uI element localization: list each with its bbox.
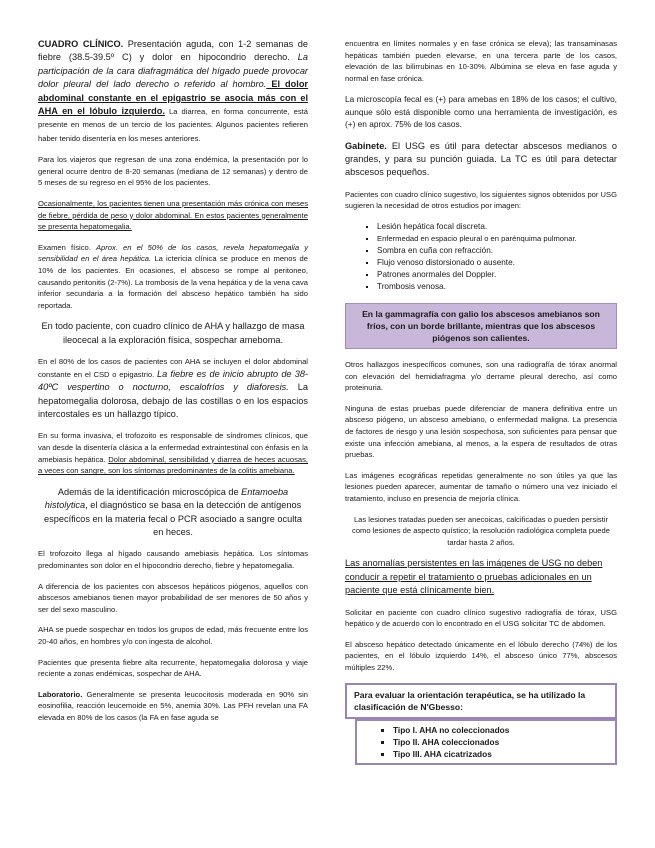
left-column <box>38 38 308 733</box>
text-span: Además de la identificación microscópica de <box>57 486 242 497</box>
paragraph-dolor-csd <box>38 356 308 421</box>
paragraph-lobulo: El absceso hepático detectado únicamente en el lóbulo derecho (74%) de los pacientes, en el lóbulo izquierdo 14%, el absceso único 77%, abscesos múltiples 22%. <box>345 639 617 672</box>
list-item: ▪ Enfermedad en espacio pleural o en parénquima pulmonar. <box>377 233 617 245</box>
heading-cuadro-clinico: CUADRO CLÍNICO. <box>38 39 124 49</box>
gammagrafia-callout: En la gammagrafía con galio los abscesos amebianos son fríos, con un borde brillante, mientras que los abscesos piógenos son calientes. <box>345 303 617 349</box>
list-item: ▪ Tipo I. AHA no coleccionados <box>393 724 615 736</box>
paragraph-solicitar: Solicitar en paciente con cuadro clínico sugestivo radiografía de tórax, USG hepático y de acuerdo con lo encontrado en el USG solicitar TC de abdomen. <box>345 607 617 629</box>
callout-ameboma: En todo paciente, con cuadro clínico de AHA y hallazgo de masa ileocecal a la exploración física, sospechar ameboma. <box>41 321 305 345</box>
ngbesso-box <box>345 683 617 719</box>
list-item: ▪ Flujo venoso distorsionado o ausente. <box>377 257 617 269</box>
underlined-span: Dolor abdominal, sensibilidad y diarrea de heces acuosas, a veces con sangre, son los síntomas predominantes de la colitis amebiana. <box>38 454 308 476</box>
paragraph-forma-invasiva <box>38 430 308 476</box>
right-column <box>345 38 617 765</box>
paragraph-imagenes-ecograficas: Las imágenes ecográficas repetidas generalmente no son útiles ya que las lesiones pueden aparecer, aumentar de tamaño o número una vez iniciado el tratamiento, incluso en presencia de mejoría clínica. <box>345 470 617 503</box>
paragraph-microscopia: La microscopía fecal es (+) para amebas en 18% de los casos; el cultivo, aunque sólo está disponible como una herramienta de investigación, es (+) en aprox. 75% de los casos. <box>345 94 617 130</box>
callout-lesiones-tratadas: Las lesiones tratadas pueden ser anecoicas, calcificadas o pueden persistir como lesiones de aspecto quístico; la resolución radiológica completa puede tardar hasta 2 años. <box>352 514 610 547</box>
paragraph-diferencia: A diferencia de los pacientes con abscesos hepáticos piógenos, aquellos con abscesos amebianos tienen mayor probabilidad de ser menores de 50 años y ser del sexo masculino. <box>38 581 308 614</box>
paragraph-hallazgos: Otros hallazgos inespecíficos comunes, son una radiografía de tórax anormal con elevación del hemidiafragma y/o derrame pleural derecho, así como proteinuria. <box>345 360 617 393</box>
paragraph-anomalias: Las anomalías persistentes en las imágenes de USG no deben conducir a repetir el tratamiento o pruebas adicionales en un paciente que está clínicamente bien. <box>345 558 603 596</box>
ngbesso-types-list <box>357 724 615 760</box>
list-item: ▪ Trombosis venosa. <box>377 281 617 293</box>
text-span: Examen físico. <box>38 242 96 252</box>
paragraph-cronica: Ocasionalmente, los pacientes tienen una presentación más crónica con meses de fiebre, pérdida de peso y dolor abdominal. En estos pacientes generalmente se presenta hepatomegalia. <box>38 199 308 232</box>
list-item: ▪ Tipo III. AHA cicatrizados <box>393 748 615 760</box>
paragraph-cuadro-clinico <box>38 38 308 145</box>
bold-underlined-span: El dolor abdominal constante en el epigastrio se asocia más con el AHA en el lóbulo izquierdo. <box>38 79 309 117</box>
paragraph-signos-usg: Pacientes con cuadro clínico sugestivo, los siguientes signos obtenidos por USG sugieren la necesidad de otros estudios por imagen: <box>345 189 617 211</box>
text-span: En el 80% de los casos de pacientes con AHA se incluyen el dolor abdominal constante en el CSD o epigastrio. <box>38 357 308 379</box>
text-span: La diarrea, en forma concurrente, está presente en menos de un tercio de los pacientes. Algunos pacientes refieren haber tenido disentería en los meses anteriores. <box>38 107 308 143</box>
paragraph-ninguna-prueba: Ninguna de estas pruebas puede diferenciar de manera definitiva entre un absceso piógeno, un absceso amebiano, o enfermedad maligna. La presencia de factores de riesgo y una lesión sospechosa, son suficientes para pensar que existe una infección amebiana, al menos, a la espera de resultados de otras pruebas. <box>345 403 617 460</box>
list-item: ▪ Tipo II. AHA coleccionados <box>393 736 615 748</box>
list-item: ▪ Sombra en cuña con refracción. <box>377 245 617 257</box>
paragraph-viajeros: Para los viajeros que regresan de una zona endémica, la presentación por lo general ocurre dentro de 8-20 semanas (mediana de 12 semanas) y dentro de 5 meses de su regreso en el 95% de los pacientes. <box>38 155 308 188</box>
heading-laboratorio: Laboratorio. <box>38 689 83 699</box>
italic-span: Aprox. en el 50% de los casos, revela hepatomegalia y sensibilidad en el área hepática. <box>38 242 308 264</box>
heading-gabinete: Gabinete. <box>345 140 387 151</box>
callout-diagnostico <box>38 486 308 540</box>
list-item: ▪ Lesión hepática focal discreta. <box>377 221 617 233</box>
paragraph-gabinete <box>345 140 617 180</box>
italic-span: Entamoeba histolytica <box>44 486 289 511</box>
ngbesso-title: Para evaluar la orientación terapéutica, se ha utilizado la clasificación de N'Gbesso: <box>354 689 586 712</box>
text-span: La hepatomegalia dolorosa, debajo de las costillas o en los espacios intercostales es un hallazgo típico. <box>38 382 308 419</box>
text-span: En su forma invasiva, el trofozoito es responsable de síndromes clínicos, que van desde la disentería clásica a la enfermedad extraintestinal con énfasis en la amebiasis hepática. <box>38 431 308 464</box>
italic-span: La fiebre es de inicio abrupto de 38-40ºC vespertino o nocturno, escalofríos y diaforesis. <box>38 368 308 393</box>
paragraph-fiebre-alta: Pacientes que presenta fiebre alta recurrente, hepatomegalia dolorosa y viaje reciente a zonas endémicas, sospechar de AHA. <box>38 657 308 679</box>
ngbesso-types-box <box>355 719 617 765</box>
paragraph-grupos-edad: AHA se puede sospechar en todos los grupos de edad, más frecuente entre los 20-40 años, en hombres y/o con ingesta de alcohol. <box>38 625 308 646</box>
paragraph-examen-fisico <box>38 242 308 312</box>
usg-signs-list <box>345 221 617 293</box>
text-span: , el diagnóstico se basa en la detección de antígenos específicos en la materia fecal o PCR asociado a sangre oculta en heces. <box>44 500 302 537</box>
text-span: Generalmente se presenta leucocitosis moderada en 90% sin eosinofilia, reacción leucemoide en 5%, anemia 30%. Las PFH revelan una FA elevada en 80% de los casos (la FA en fase aguda se <box>38 689 308 722</box>
paragraph-continuacion: encuentra en límites normales y en fase crónica se eleva); las transaminasas hepáticas también pueden elevarse, en una tercera parte de los casos, elevación de las bilirrubinas en 10-30%. Albúmina se eleva en fase aguda y normal en fase crónica. <box>345 39 617 83</box>
text-span: Presentación aguda, con 1-2 semanas de fiebre (38.5-39.5º C) y dolor en hipocondrio derecho. <box>38 39 308 63</box>
text-span: La ictericia clínica se produce en menos de 10% de los pacientes. En ocasiones, el absceso se rompe al peritoneo, causando peritonitis (2-7%). La trombosis de la vena hepática y de la vena cava inferior secundaria a la formación del absceso hepático también ha sido reportada. <box>38 254 308 310</box>
list-item: ▪ Patrones anormales del Doppler. <box>377 269 617 281</box>
italic-span: La participación de la cara diafragmática del hígado puede provocar dolor pleural del lado derecho o referido al hombro. <box>38 52 308 90</box>
text-span: El USG es útil para detectar abscesos medianos o grandes, y para su punción guiada. La TC es útil para detectar abscesos pequeños. <box>345 140 617 178</box>
paragraph-trofozoito: El trofozoito llega al hígado causando amebiasis hepática. Los síntomas predominantes son dolor en el hipocondrio derecho, fiebre y hepatomegalia. <box>38 549 308 570</box>
paragraph-laboratorio <box>38 689 308 724</box>
